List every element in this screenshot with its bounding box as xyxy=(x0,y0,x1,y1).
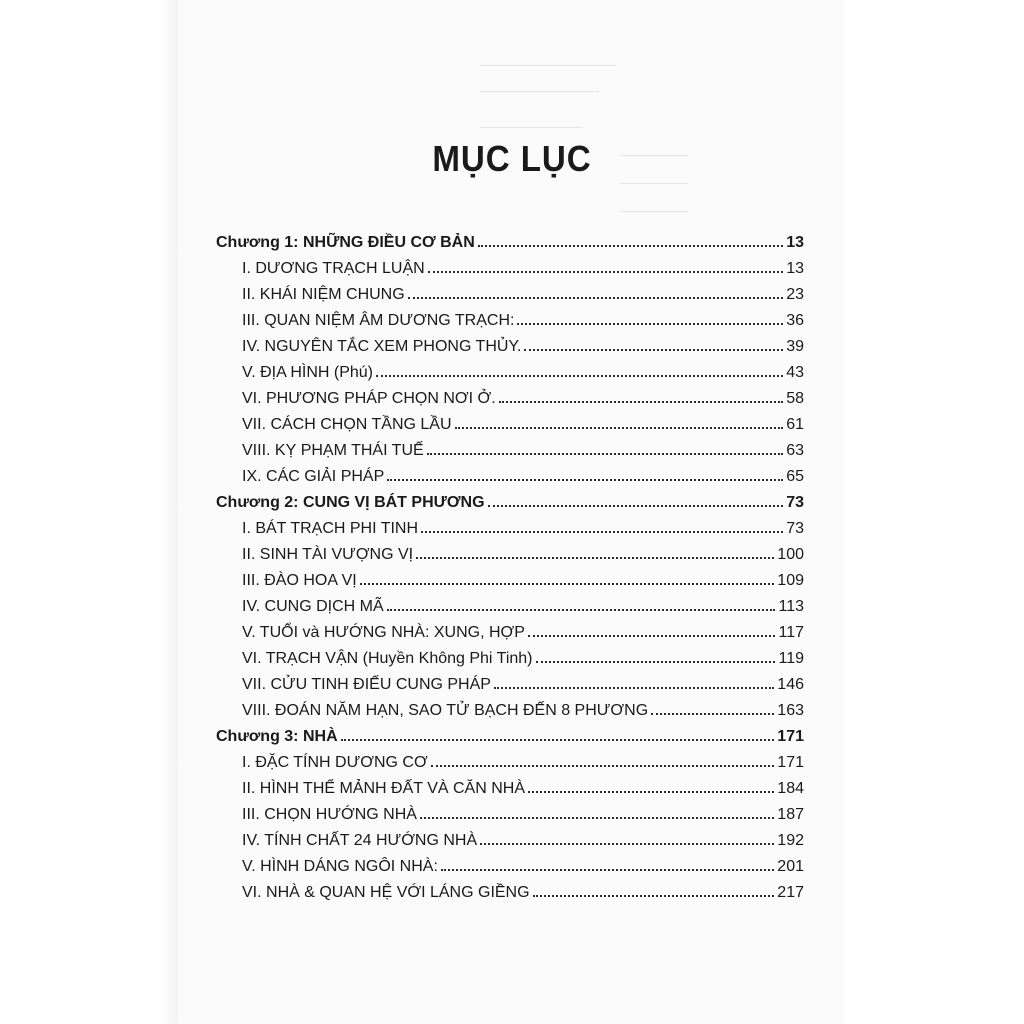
dot-leader xyxy=(528,791,774,793)
dot-leader xyxy=(387,479,783,481)
page-number: 163 xyxy=(777,702,804,719)
toc-entry[interactable] xyxy=(216,772,804,798)
dot-leader xyxy=(651,713,774,715)
page-number: 39 xyxy=(786,338,804,355)
entry-title: II. KHÁI NIỆM CHUNG xyxy=(242,286,405,303)
toc-entry[interactable] xyxy=(216,746,804,772)
toc-entry[interactable] xyxy=(216,356,804,382)
dot-leader xyxy=(360,583,775,585)
dot-leader xyxy=(528,635,776,637)
page-number: 217 xyxy=(777,884,804,901)
dot-leader xyxy=(376,375,783,377)
dot-leader xyxy=(428,271,784,273)
entry-title: VIII. KỴ PHẠM THÁI TUẾ xyxy=(242,442,424,459)
toc-entry[interactable] xyxy=(216,642,804,668)
dot-leader xyxy=(455,427,784,429)
page-number: 201 xyxy=(777,858,804,875)
page-number: 192 xyxy=(777,832,804,849)
entry-title: VIII. ĐOÁN NĂM HẠN, SAO TỬ BẠCH ĐẾN 8 PHƯƠNG xyxy=(242,702,649,719)
dot-leader xyxy=(421,531,783,533)
dot-leader xyxy=(499,401,784,403)
page-number: 109 xyxy=(777,572,804,589)
page-number: 117 xyxy=(778,624,804,641)
dot-leader xyxy=(431,765,775,767)
entry-title: III. ĐÀO HOA VỊ xyxy=(242,572,357,589)
toc-entry[interactable] xyxy=(216,798,804,824)
dot-leader xyxy=(420,817,774,819)
page-number: 13 xyxy=(786,260,804,277)
page-number: 187 xyxy=(777,806,804,823)
entry-title: IV. TÍNH CHẤT 24 HƯỚNG NHÀ xyxy=(242,832,478,849)
page-number: 65 xyxy=(786,468,804,485)
page-title: MỤC LỤC xyxy=(432,138,592,179)
toc-entry[interactable] xyxy=(216,252,804,278)
dot-leader xyxy=(441,869,774,871)
toc-entry[interactable] xyxy=(216,590,804,616)
dot-leader xyxy=(533,895,775,897)
page-number: 73 xyxy=(786,520,804,537)
toc-chapter-3[interactable] xyxy=(216,720,804,746)
entry-title: VI. PHƯƠNG PHÁP CHỌN NƠI Ở. xyxy=(242,390,496,407)
dot-leader xyxy=(517,323,783,325)
toc-entry[interactable] xyxy=(216,278,804,304)
entry-title: III. QUAN NIỆM ÂM DƯƠNG TRẠCH: xyxy=(242,312,515,329)
page-number: 43 xyxy=(786,364,804,381)
dot-leader xyxy=(488,505,784,507)
page-number: 36 xyxy=(786,312,804,329)
entry-title: I. DƯƠNG TRẠCH LUẬN xyxy=(242,260,425,277)
entry-title: I. ĐẶC TÍNH DƯƠNG CƠ xyxy=(242,754,428,771)
dot-leader xyxy=(524,349,783,351)
page-number: 146 xyxy=(777,676,804,693)
entry-title: V. ĐỊA HÌNH (Phú) xyxy=(242,364,374,381)
dot-leader xyxy=(494,687,774,689)
table-of-contents xyxy=(216,226,804,902)
dot-leader xyxy=(478,245,783,247)
chapter-title: Chương 1: NHỮNG ĐIỀU CƠ BẢN xyxy=(216,234,475,251)
entry-title: II. SINH TÀI VƯỢNG VỊ xyxy=(242,546,414,563)
toc-entry[interactable] xyxy=(216,850,804,876)
dot-leader xyxy=(408,297,784,299)
toc-chapter-1[interactable] xyxy=(216,226,804,252)
entry-title: III. CHỌN HƯỚNG NHÀ xyxy=(242,806,417,823)
dot-leader xyxy=(387,609,776,611)
toc-entry[interactable] xyxy=(216,408,804,434)
toc-entry[interactable] xyxy=(216,694,804,720)
page-number: 171 xyxy=(777,754,804,771)
entry-title: VI. NHÀ & QUAN HỆ VỚI LÁNG GIỀNG xyxy=(242,884,530,901)
toc-entry[interactable] xyxy=(216,512,804,538)
page-number: 184 xyxy=(777,780,804,797)
toc-entry[interactable] xyxy=(216,616,804,642)
toc-entry[interactable] xyxy=(216,330,804,356)
entry-title: I. BÁT TRẠCH PHI TINH xyxy=(242,520,419,537)
entry-title: VI. TRẠCH VẬN (Huyền Không Phi Tinh) xyxy=(242,650,533,667)
page-number: 13 xyxy=(786,234,804,251)
page-number: 63 xyxy=(786,442,804,459)
toc-entry[interactable] xyxy=(216,564,804,590)
page-number: 61 xyxy=(786,416,804,433)
toc-entry[interactable] xyxy=(216,434,804,460)
toc-entry[interactable] xyxy=(216,876,804,902)
entry-title: IV. CUNG DỊCH MÃ xyxy=(242,598,384,615)
entry-title: VII. CỬU TINH ĐIẾU CUNG PHÁP xyxy=(242,676,491,693)
toc-entry[interactable] xyxy=(216,538,804,564)
entry-title: II. HÌNH THỂ MẢNH ĐẤT VÀ CĂN NHÀ xyxy=(242,780,525,797)
toc-entry[interactable] xyxy=(216,304,804,330)
entry-title: V. TUỔI và HƯỚNG NHÀ: XUNG, HỢP xyxy=(242,624,525,641)
dot-leader xyxy=(416,557,774,559)
entry-title: IX. CÁC GIẢI PHÁP xyxy=(242,468,385,485)
page-number: 119 xyxy=(778,650,804,667)
page-number: 73 xyxy=(786,494,804,511)
entry-title: IV. NGUYÊN TẮC XEM PHONG THỦY. xyxy=(242,338,522,355)
toc-entry[interactable] xyxy=(216,382,804,408)
chapter-title: Chương 3: NHÀ xyxy=(216,728,338,745)
toc-chapter-2[interactable] xyxy=(216,486,804,512)
dot-leader xyxy=(480,843,774,845)
dot-leader xyxy=(427,453,784,455)
entry-title: V. HÌNH DÁNG NGÔI NHÀ: xyxy=(242,858,438,875)
entry-title: VII. CÁCH CHỌN TẦNG LẦU xyxy=(242,416,452,433)
page-number: 113 xyxy=(778,598,804,615)
toc-entry[interactable] xyxy=(216,824,804,850)
page-number: 171 xyxy=(777,728,804,745)
toc-entry[interactable] xyxy=(216,668,804,694)
page-number: 100 xyxy=(777,546,804,563)
chapter-title: Chương 2: CUNG VỊ BÁT PHƯƠNG xyxy=(216,494,485,511)
dot-leader xyxy=(341,739,775,741)
page-number: 23 xyxy=(786,286,804,303)
toc-entry[interactable] xyxy=(216,460,804,486)
page-number: 58 xyxy=(786,390,804,407)
dot-leader xyxy=(536,661,776,663)
